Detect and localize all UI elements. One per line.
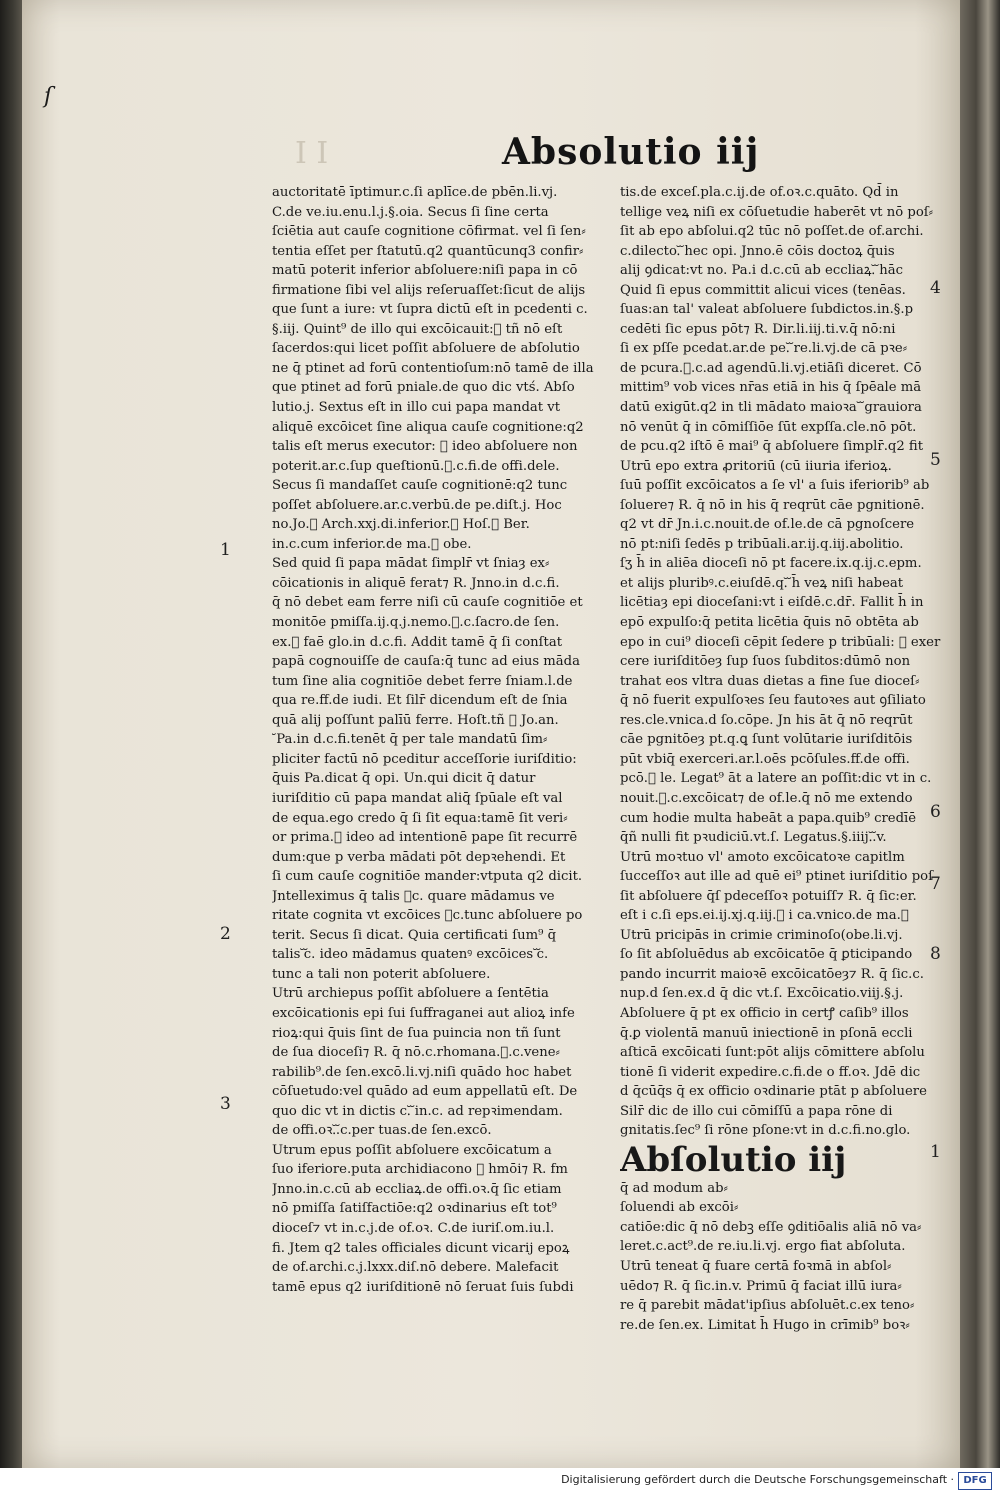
text-line: ſit ab epo abſolui.q2 tūc nō poſſet.de of.archi. [620, 224, 924, 240]
section-heading: Abſolutio iij [620, 1140, 847, 1179]
text-line: de pcura.ᷓ.c.ad agendū.li.vj.etiāſi diceret. Cō [620, 360, 922, 376]
text-line: Utrū pricipās in crimie criminoſo(obe.li.vj. [620, 927, 903, 943]
text-line: firmatione ſibi vel alijs reſeruaſſet:ſicut de alijs [272, 282, 586, 298]
text-line: nup.d ſen.ex.d q̄ dic vt.ſ. Excōicatio.viij.§.j. [620, 986, 904, 1002]
text-line: ſoluendi ab excōi⸗ [620, 1200, 739, 1216]
text-line: q̄ñ nulli fit pꝛudiciū.vt.ſ. Legatus.§.iiij.ᷓ.v. [620, 830, 887, 846]
text-line: epo in cui⁹ dioceſi cēpit ſedere p tribūali: ᷓ exer [620, 634, 941, 650]
text-line: terit. Secus ſi dicat. Quia certificati ſum⁹ q̄ [272, 927, 557, 943]
text-line: cāe pgnitōeȝ pt.q.ꝗ ſunt volūtarie iuriſditōis [620, 732, 913, 748]
text-line: ſuas:an tal' valeat abſoluere ſubdictos.in.§.p [620, 302, 914, 318]
text-line: q̄.ꝑ violentā manuū iniectionē in pſonā eccli [620, 1025, 913, 1041]
margin-number: 2 [220, 924, 231, 944]
text-line: Secus ſi mandaſſet cauſe cognitionē:q2 tunc [272, 478, 568, 494]
text-line: quā alij poſſunt palīū ferre. Hoſt.tñ ᷓ Jo.an. [272, 712, 559, 728]
text-line: tellige veꝝ niſi ex cōſuetudie haberēt vt nō poſ⸗ [620, 204, 934, 220]
text-line: leret.c.act⁹.de re.iu.li.vj. ergo fiat abſoluta. [620, 1239, 906, 1255]
text-line: d q̄cūq̄s q̄ ex officio oꝛdinarie ptāt p abſoluere [620, 1084, 927, 1100]
text-line: Abſoluere q̄ pt ex officio in certꝭ caſib⁹ illos [620, 1005, 909, 1021]
text-line: in.c.cum inferior.de ma.ᷓ obe. [272, 536, 472, 552]
text-line: Quid ſi epus committit alicui vices (tenēas. [620, 282, 906, 298]
text-line: Sed quid ſi papa mādat ſimplr̄ vt ſniaȝ ex⸗ [272, 556, 550, 572]
text-line: ritate cognita vt excōices ᷓc.tunc abſoluere po [272, 908, 583, 924]
scanned-page [22, 0, 962, 1468]
footer-credit: Digitalisierung gefördert durch die Deutsche Forschungsgemeinschaft · [561, 1473, 954, 1486]
text-line: alij ꝯdicat:vt no. Pa.i d.c.cū ab eccliaꝝ.ᷓ hāc [620, 263, 903, 279]
left-text-column [272, 183, 612, 1297]
text-line: ſi cum cauſe cognitiōe mander:vtputa q2 dicit. [272, 869, 583, 885]
text-line: datū exigūt.q2 in tli mādato maioꝛa ᷓ grauiora [620, 400, 922, 416]
text-line: tentia eſſet per ſtatutū.q2 quantūcunq3 confir⸗ [272, 243, 584, 259]
margin-number: 3 [220, 1094, 231, 1114]
text-line: aliquē excōicet ſine aliqua cauſe cognitione:q2 [272, 419, 584, 435]
text-line: Jntelleximus q̄ talis ᷓc. quare mādamus ve [272, 888, 555, 904]
text-line: excōicationis epi ſui ſuffraganei aut alioꝝ infe [272, 1005, 575, 1021]
text-line: lutio.j. Sextus eſt in illo cui papa mandat vt [272, 400, 560, 416]
text-line: ex.ᷓ faē glo.in d.c.fi. Addit tamē q̄ ſi conſtat [272, 634, 562, 650]
text-line: de offi.oꝛ.ᷓ.c.per tuas.de ſen.excō. [272, 1123, 492, 1139]
dfg-logo: DFG [958, 1472, 992, 1490]
running-title: Absolutio iij [502, 131, 760, 173]
margin-number: 6 [930, 802, 941, 822]
book-right-edge [960, 0, 1000, 1468]
text-line: rabilib⁹.de ſen.excō.li.vj.niſi quādo hoc habet [272, 1064, 572, 1080]
text-line: catiōe:dic q̄ nō debꝫ eſſe ꝯditiōalis aliā nō va⸗ [620, 1219, 922, 1235]
text-line: que ptinet ad forū pniale.de quo dic vtś. Abſo [272, 380, 575, 396]
text-line: eſt i c.ſi eps.ei.ij.xj.q.iij.ᷓ i ca.vnico.de ma.ᷓ [620, 908, 909, 924]
ink-mark: ſ [44, 84, 53, 109]
text-line: pando incurrit maioꝛē excōicatōeȝ⁊ R. q̄ ſic.c. [620, 966, 924, 982]
text-line: de pcu.q2 iſtō ē mai⁹ q̄ abſoluere ſimplr̄.q2 fit [620, 439, 924, 455]
text-line: §.iij. Quint⁹ de illo qui excōicauit:ᷓ tñ nō eſt [272, 321, 563, 337]
book-left-edge [0, 0, 22, 1468]
text-line: pūt vbiq̄ exerceri.ar.l.oēs pcōſules.ff.de offi. [620, 751, 910, 767]
text-line: q2 vt dr̄ Jn.i.c.nouit.de of.le.de cā pgnoſcere [620, 517, 915, 533]
text-line: mittim⁹ vob vices nr̄as etiā in his q̄ ſpēale mā [620, 380, 922, 396]
text-line: dioceſ⁊ vt in.c.j.de of.oꝛ. C.de iuriſ.om.iu.l. [272, 1220, 555, 1236]
text-line: Jnno.in.c.cū ab eccliaꝝ.de offi.oꝛ.q̄ ſic etiam [272, 1181, 562, 1197]
text-line: re q̄ parebit mādat'ipſius abſoluēt.c.ex teno⸗ [620, 1298, 915, 1314]
margin-number: 4 [930, 278, 941, 298]
text-line: q̄ nō fuerit expulſoꝛes ſeu fautoꝛes aut ꝯſiliato [620, 693, 926, 709]
text-line: de equa.ego credo q̄ ſi ſit equa:tamē ſit veri⸗ [272, 810, 568, 826]
text-line: cum hodie multa habeāt a papa.quib⁹ credīē [620, 810, 917, 826]
text-line: res.cle.vnica.d ſo.cōpe. Jn his āt q̄ nō reqrūt [620, 712, 913, 728]
text-line: nō pmiſſa ſatiſfactiōe:q2 oꝛdinarius eſt tot⁹ [272, 1201, 557, 1217]
text-line: tunc a tali non poterit abſoluere. [272, 966, 491, 982]
text-line: matū poterit inferior abſoluere:niſi papa in cō [272, 263, 578, 279]
text-line: C.de ve.iu.enu.l.j.§.oia. Secus ſi ſine certa [272, 204, 549, 220]
text-line: cedēti ſic epus pōt⁊ R. Dir.li.iij.ti.v.q̄ nō:ni [620, 321, 896, 337]
text-line: tis.de exceſ.pla.c.ij.de of.oꝛ.c.quāto. Qd̄ in [620, 185, 899, 200]
text-line: Utrū moꝛtuo vl' amoto excōicatoꝛe capitlm [620, 849, 905, 865]
text-line: tionē ſi viderit expedire.c.fi.de o ff.oꝛ. Jdē dic [620, 1064, 921, 1080]
margin-number: 5 [930, 450, 941, 470]
text-line: ſacerdos:qui licet poſſit abſoluere de abſolutio [272, 341, 580, 357]
text-line: iuriſditio cū papa mandat aliq̄ ſpūale eſt val [272, 790, 563, 806]
text-line: ſuo iferiore.puta archidiacono ᷓ hmōi⁊ R. fm [272, 1162, 568, 1178]
text-line: quo dic vt in dictis c.ᷓ in.c. ad repꝛimendam. [272, 1103, 563, 1119]
text-line: no.Jo.ᷓ Arch.xxj.di.inferior.ᷓ Hoſ.ᷓ Ber. [272, 517, 530, 533]
text-line: cōicationis in aliquē ferat⁊ R. Jnno.in d.c.fi. [272, 575, 560, 591]
text-line: poterit.ar.c.ſup queſtionū.ᷓ.c.fi.de offi.dele. [272, 458, 560, 474]
text-line: que ſunt a iure: vt ſupra dictū eſt in pcedenti c. [272, 302, 588, 318]
footer-bar [0, 1468, 1000, 1493]
faint-ornament: I I [295, 136, 329, 171]
text-line: rioꝝ:qui q̄uis ſint de ſua puincia non tñ ſunt [272, 1025, 561, 1041]
text-line: nō pt:niſi ſedēs p tribūali.ar.ij.q.iij.abolitio. [620, 536, 904, 552]
text-line: licētiaȝ epi dioceſani:vt i eiſdē.c.dr̄. Fallit h̄ in [620, 595, 924, 611]
text-line: epō expulſo:q̄ petita licētia q̄uis nō obtēta ab [620, 615, 919, 631]
text-line: q̄ ad modum ab⸗ [620, 1180, 728, 1196]
text-line: uēdo⁊ R. q̄ ſic.in.v. Primū q̄ faciat illū iura⸗ [620, 1278, 902, 1294]
text-line: ne q̄ ptinet ad forū contentioſum:nō tamē de illa [272, 360, 594, 376]
text-line: or prima.ᷓ ideo ad intentionē pape ſit recurrē [272, 830, 578, 846]
margin-number: 8 [930, 944, 941, 964]
text-line: ſucceſſoꝛ aut ille ad quē ei⁹ ptinet iuriſditio poſ [620, 869, 933, 885]
text-line: Utrum epus poſſit abſoluere excōicatum a [272, 1142, 552, 1158]
text-line: et alijs pluribꝰ.c.eiuſdē.q.ᷓ h̄ veꝝ niſi habeat [620, 575, 904, 591]
text-line: cōſuetudo:vel quādo ad eum appellatū eſt. De [272, 1084, 578, 1100]
text-line: qua re.ff.de iudi. Et ſilr̄ dicendum eſt de ſnia [272, 693, 568, 709]
text-line: ſoluere⁊ R. q̄ nō in his q̄ reqrūt cāe pgnitionē. [620, 497, 925, 513]
text-line: cere iuriſditōeȝ ſup ſuos ſubditos:dūmō non [620, 654, 911, 670]
text-line: nouit.ᷓ.c.excōicat⁊ de of.le.q̄ nō me extendo [620, 790, 913, 806]
text-line: talis ᷓc. ideo mādamus quatenꝰ excōices ᷓc. [272, 947, 549, 963]
text-line: aſticā excōicati ſunt:pōt alijs cōmittere abſolu [620, 1045, 925, 1061]
text-line: tamē epus q2 iuriſditionē nō ſeruat ſuis ſubdi [272, 1279, 574, 1295]
text-line: c.dilecto.ᷓ hec opi. Jnno.ē cōis doctoꝝ q̄uis [620, 243, 895, 259]
text-line: ſit abſoluere q̄ſ pdeceſſoꝛ potuiſſ⁊ R. q̄ ſic:er. [620, 888, 917, 904]
text-line: gnitatis.ſec⁹ ſi rōne pſone:vt in d.c.fi.no.glo. [620, 1123, 911, 1139]
text-line: papā cognouiſſe de cauſa:q̄ tunc ad eius māda [272, 654, 580, 670]
text-line: ſi ex pſſe pcedat.ar.de pe.ᷓ re.li.vj.de cā pꝛe⸗ [620, 341, 908, 357]
text-line: ſciētia aut cauſe cognitione cōfirmat. vel ſi ſen⸗ [272, 224, 586, 240]
text-line: pcō.ᷓ le. Legat⁹ āt a latere an poſſit:dic vt in c. [620, 771, 932, 787]
text-line: ᷓ Pa.in d.c.fi.tenēt q̄ per tale mandatū ſim⸗ [272, 732, 548, 748]
text-line: re.de ſen.ex. Limitat h̄ Hugo in crīmib⁹ boꝛ⸗ [620, 1317, 910, 1333]
text-line: de ſua dioceſi⁊ R. q̄ nō.c.rhomana.ᷓ.c.vene⸗ [272, 1045, 560, 1061]
right-text-column [620, 183, 960, 1335]
text-line: monitōe pmiſſa.ij.q.j.nemo.ᷓ.c.ſacro.de ſen. [272, 615, 560, 631]
margin-number: 1 [930, 1142, 941, 1162]
text-line: auctoritatē īptimur.c.ſi aplīce.de pbēn.li.vj. [272, 185, 558, 200]
text-line: nō venūt q̄ in cōmiſſiōe ſūt expſſa.cle.nō pōt. [620, 419, 917, 435]
text-line: ſo ſit abſoluēdus ab excōicatōe q̄ ꝑticipando [620, 947, 913, 963]
text-line: ſuū poſſit excōicatos a ſe vl' a ſuis iferiorib⁹ ab [620, 478, 930, 494]
text-line: fi. Jtem q2 tales officiales dicunt vicarij epoꝝ [272, 1240, 570, 1256]
margin-number: 7 [930, 874, 941, 894]
text-line: q̄ nō debet eam ferre niſi cū cauſe cognitiōe et [272, 595, 583, 611]
text-line: tum ſine alia cognitiōe debet ferre ſniam.l.de [272, 673, 573, 689]
text-line: ſʒ h̄ in aliēa dioceſi nō pt facere.ix.q.ij.c.epm. [620, 556, 922, 572]
text-line: Utrū epo extra ꝓritoriū (cū iiuria iferioꝝ. [620, 458, 892, 474]
text-line: Silr̄ dic de illo cui cōmiſſū a papa rōne di [620, 1103, 893, 1119]
text-line: de of.archi.c.j.lxxx.diſ.nō debere. Malefacit [272, 1260, 559, 1276]
text-line: poſſet abſoluere.ar.c.verbū.de pe.diſt.j. Hoc [272, 497, 562, 513]
margin-number: 1 [220, 540, 231, 560]
text-line: dum:que p verba mādati pōt depꝛehendi. Et [272, 849, 566, 865]
text-line: trahat eos vltra duas dietas a fine ſue dioceſ⸗ [620, 673, 920, 689]
text-line: talis eſt merus executor: ᷓ ideo abſoluere non [272, 439, 578, 455]
text-line: Utrū archiepus poſſit abſoluere a ſentētia [272, 986, 549, 1002]
text-line: q̄uis Pa.dicat q̄ opi. Un.qui dicit q̄ datur [272, 771, 536, 787]
text-line: pliciter factū nō pceditur acceſſorie iuriſditio: [272, 751, 577, 767]
text-line: Utrū teneat q̄ fuare certā foꝛmā in abſol⸗ [620, 1258, 892, 1274]
